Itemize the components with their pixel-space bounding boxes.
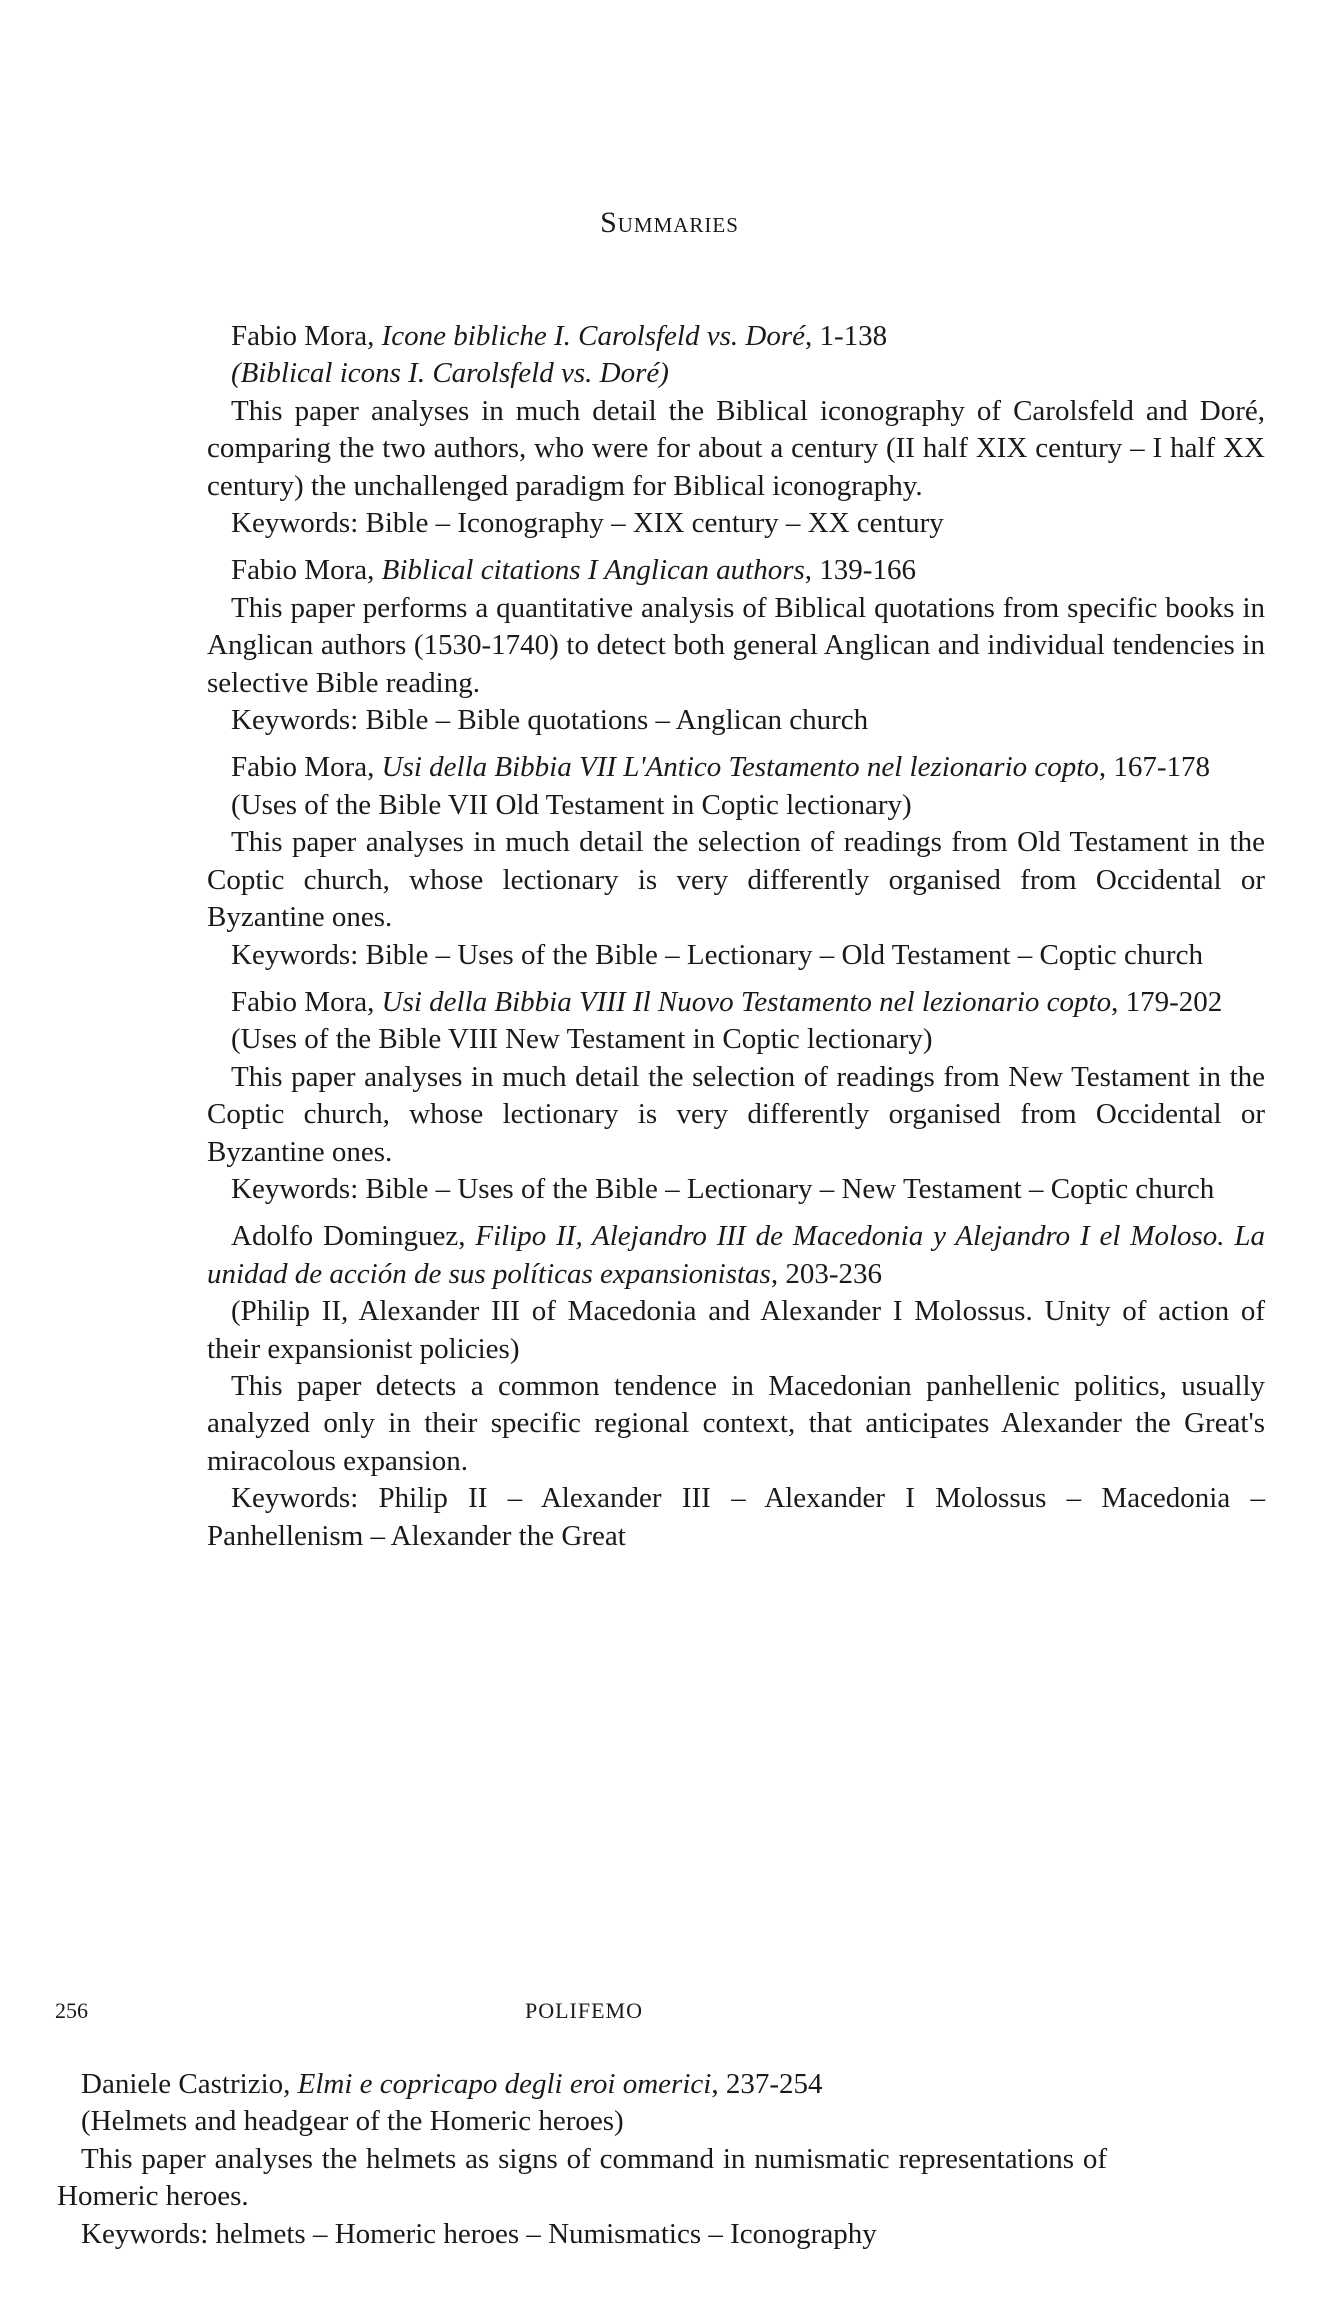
entry-author: Adolfo Dominguez, (231, 1220, 466, 1253)
summary-entry (207, 1218, 1265, 1555)
entry-keywords: Keywords: Bible – Bible quotations – Anglican church (231, 704, 869, 737)
entry-keywords: Keywords: Bible – Uses of the Bible – Lectionary – New Testament – Coptic church (231, 1172, 1215, 1205)
entry-pages: , 1-138 (805, 320, 888, 352)
entry-abstract: This paper performs a quantitative analysis of Biblical quotations from specific books in Anglican authors (1530-1740) to detect both general Anglican and individual tendencies in selective Bible reading. (207, 591, 1265, 699)
entry-author: Fabio Mora, (231, 985, 375, 1018)
page-title: Summaries (600, 206, 739, 239)
summary-entry (207, 318, 1265, 542)
entry-translation: (Uses of the Bible VII Old Testament in Coptic lectionary) (231, 788, 912, 821)
entry-keywords: Keywords: Bible – Iconography – XIX century – XX century (231, 507, 944, 540)
entry-abstract: This paper analyses in much detail the selection of readings from New Testament in the Coptic church, whose lectionary is very differently organised from Occidental or Byzantine ones. (207, 1060, 1265, 1168)
entry-pages: , 237-254 (711, 2068, 823, 2100)
entry-title: Usi della Bibbia VIII Il Nuovo Testamento nel lezionario copto (381, 985, 1112, 1018)
entry-title: Filipo II, Alejandro III de Macedonia y Alejandro I el Moloso. La unidad de acción de sus políticas expansionistas (207, 1220, 1266, 1290)
entry-translation: (Helmets and headgear of the Homeric heroes) (81, 2105, 624, 2138)
entry-pages: , 139-166 (804, 554, 916, 587)
entry-translation: (Philip II, Alexander III of Macedonia and Alexander I Molossus. Unity of action of their expansionist policies) (207, 1295, 1265, 1365)
entry-pages: , 167-178 (1098, 751, 1210, 784)
entry-author: Fabio Mora, (231, 554, 375, 587)
entry-author: Daniele Castrizio, (81, 2068, 291, 2100)
summaries-list (207, 318, 1265, 1565)
entry-pages: , 179-202 (1111, 985, 1223, 1018)
entry-pages: , 203-236 (770, 1257, 883, 1290)
summary-entry-continued (57, 2066, 1107, 2253)
entry-keywords: Keywords: Bible – Uses of the Bible – Lectionary – Old Testament – Coptic church (231, 938, 1203, 971)
page-header-256 (55, 1998, 1155, 2028)
entry-title: Icone bibliche I. Carolsfeld vs. Doré (381, 320, 805, 352)
summary-entry (207, 984, 1265, 1208)
running-head: POLIFEMO (525, 1998, 644, 2023)
entry-translation: (Uses of the Bible VIII New Testament in Coptic lectionary) (231, 1023, 933, 1056)
summary-entry (207, 552, 1265, 739)
entry-title: Usi della Bibbia VII L'Antico Testamento nel lezionario copto (381, 751, 1099, 784)
entry-keywords: Keywords: Philip II – Alexander III – Alexander I Molossus – Macedonia – Panhellenism – Alexander the Great (207, 1482, 1265, 1552)
entry-abstract: This paper analyses in much detail the Biblical iconography of Carolsfeld and Doré, comparing the two authors, who were for about a century (II half XIX century – I half XX century) the unchallenged paradigm for Biblical iconography. (207, 394, 1265, 502)
entry-author: Fabio Mora, (231, 320, 375, 352)
entry-title: Biblical citations I Anglican authors (381, 554, 805, 587)
entry-abstract: This paper analyses in much detail the selection of readings from Old Testament in the Coptic church, whose lectionary is very differently organised from Occidental or Byzantine ones. (207, 826, 1265, 934)
entry-abstract: This paper analyses the helmets as signs of command in numismatic representations of Homeric heroes. (57, 2142, 1107, 2213)
summary-entry (207, 749, 1265, 973)
entry-translation: (Biblical icons I. Carolsfeld vs. Doré) (231, 357, 669, 390)
entry-title: Elmi e copricapo degli eroi omerici (297, 2068, 712, 2100)
entry-keywords: Keywords: helmets – Homeric heroes – Numismatics – Iconography (81, 2217, 877, 2250)
page-number: 256 (55, 1998, 88, 2023)
entry-abstract: This paper detects a common tendence in Macedonian panhellenic politics, usually analyzed only in their specific regional context, that anticipates Alexander the Great's miracolous expansion. (207, 1369, 1265, 1477)
entry-author: Fabio Mora, (231, 751, 375, 784)
